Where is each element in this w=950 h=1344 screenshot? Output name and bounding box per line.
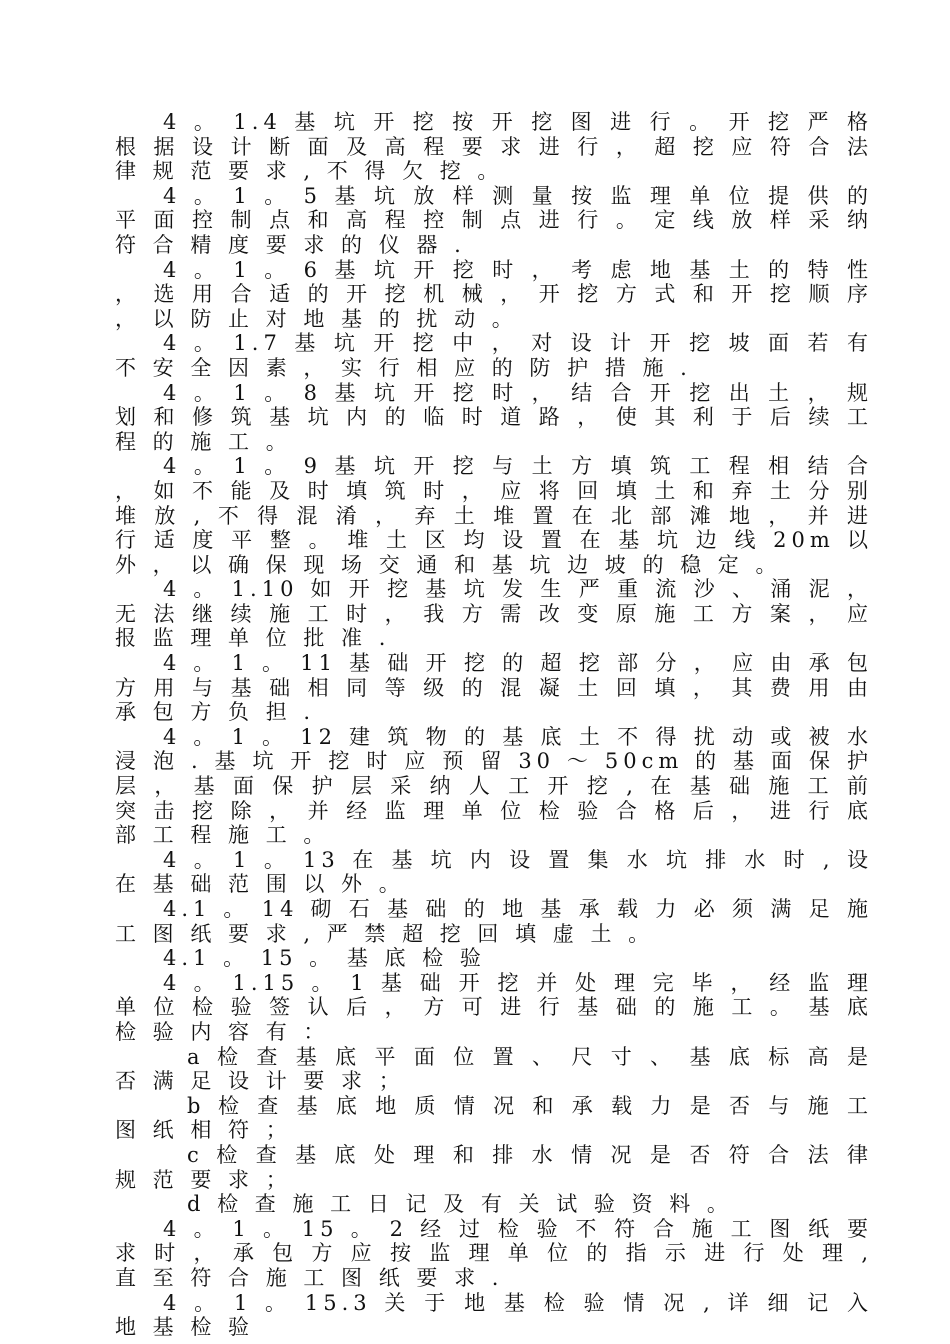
paragraph-4-1-4: 4 。 1.4 基 坑 开 挖 按 开 挖 图 进 行 。 开 挖 严 格 根 据 设 计 断 面 及 高 程 要 求 进 行 ， 超 挖 应 符 合 法 律 规 范 要 求 , 不 得 欠 挖 。 bbox=[115, 110, 873, 184]
paragraph-4-1-12: 4 。 1 。 12 建 筑 物 的 基 底 土 不 得 扰 动 或 被 水 浸 泡 . 基 坑 开 挖 时 应 预 留 30 ～ 50cm 的 基 面 保 护 层 ， 基 面 保 护 层 采 纳 人 工 开 挖 , 在 基 础 施 工 前 突 击 挖 除 ， 并 经 监 理 单 位 检 验 合 格 后 ， 进 行 底 部 工 程 施 工 。 bbox=[115, 724, 873, 848]
checklist-item-d: d 检 查 施 工 日 记 及 有 关 试 验 资 料 。 bbox=[187, 1192, 733, 1217]
paragraph-4-1-11: 4 。 1 。 11 基 础 开 挖 的 超 挖 部 分 ， 应 由 承 包 方 用 与 基 础 相 同 等 级 的 混 凝 土 回 填 ， 其 费 用 由 承 包 方 负 担 . bbox=[115, 651, 873, 725]
paragraph-4-1-15-1: 4 。 1.15 。 1 基 础 开 挖 并 处 理 完 毕 ， 经 监 理 单 位 检 验 签 认 后 ， 方 可 进 行 基 础 的 施 工 。 基 底 检 验 内 容 有 ： bbox=[115, 970, 873, 1044]
paragraph-4-1-5: 4 。 1 。 5 基 坑 放 样 测 量 按 监 理 单 位 提 供 的 平 面 控 制 点 和 高 程 控 制 点 进 行 。 定 线 放 样 采 纳 符 合 精 度 要 求 的 仪 器 . bbox=[115, 183, 873, 257]
paragraph-4-1-14: 4.1 。 14 砌 石 基 础 的 地 基 承 载 力 必 须 满 足 施 工 图 纸 要 求 , 严 禁 超 挖 回 填 虚 土 。 bbox=[115, 897, 873, 946]
checklist-item-a: a 检 查 基 底 平 面 位 置 、 尺 寸 、 基 底 标 高 是 否 满 足 设 计 要 求 ； bbox=[115, 1044, 873, 1094]
document-body bbox=[115, 110, 873, 1340]
paragraph-4-1-8: 4 。 1 。 8 基 坑 开 挖 时 ， 结 合 开 挖 出 土 ， 规 划 和 修 筑 基 坑 内 的 临 时 道 路 ， 使 其 利 于 后 续 工 程 的 施 工 。 bbox=[115, 380, 873, 454]
paragraph-4-1-15-2: 4 。 1 。 15 。 2 经 过 检 验 不 符 合 施 工 图 纸 要 求 时 ， 承 包 方 应 按 监 理 单 位 的 指 示 进 行 处 理 , 直 至 符 合 施 工 图 纸 要 求 . bbox=[115, 1216, 873, 1290]
section-heading-4-1-15: 4.1 。 15 。 基 底 检 验 bbox=[163, 946, 486, 971]
paragraph-4-1-6: 4 。 1 。 6 基 坑 开 挖 时 ， 考 虑 地 基 土 的 特 性 ， 选 用 合 适 的 开 挖 机 械 ， 开 挖 方 式 和 开 挖 顺 序 ， 以 防 止 对 地 基 的 扰 动 。 bbox=[115, 257, 873, 331]
checklist-item-c: c 检 查 基 底 处 理 和 排 水 情 况 是 否 符 合 法 律 规 范 要 求 ； bbox=[115, 1142, 873, 1192]
paragraph-4-1-15-3: 4 。 1 。 15.3 关 于 地 基 检 验 情 况 , 详 细 记 入 地 基 检 验 bbox=[115, 1290, 873, 1340]
paragraph-4-1-9: 4 。 1 。 9 基 坑 开 挖 与 土 方 填 筑 工 程 相 结 合 ， 如 不 能 及 时 填 筑 时 ， 应 将 回 填 土 和 弃 土 分 别 堆 放 , 不 得 混 淆 ， 弃 土 堆 置 在 北 部 滩 地 ， 并 进 行 适 度 平 整 。 堆 土 区 均 设 置 在 基 坑 边 线 20m 以 外 ， 以 确 保 现 场 交 通 和 基 坑 边 坡 的 稳 定 。 bbox=[115, 454, 873, 577]
paragraph-4-1-10: 4 。 1.10 如 开 挖 基 坑 发 生 严 重 流 沙 、 涌 泥 ， 无 法 继 续 施 工 时 ， 我 方 需 改 变 原 施 工 方 案 ， 应 报 监 理 单 位 批 准 . bbox=[115, 577, 873, 651]
paragraph-4-1-13: 4 。 1 。 13 在 基 坑 内 设 置 集 水 坑 排 水 时 , 设 在 基 础 范 围 以 外 。 bbox=[115, 847, 873, 897]
paragraph-4-1-7: 4 。 1.7 基 坑 开 挖 中 ， 对 设 计 开 挖 坡 面 若 有 不 安 全 因 素 ， 实 行 相 应 的 防 护 措 施 . bbox=[115, 331, 873, 380]
checklist-item-b: b 检 查 基 底 地 质 情 况 和 承 载 力 是 否 与 施 工 图 纸 相 符 ； bbox=[115, 1093, 873, 1143]
